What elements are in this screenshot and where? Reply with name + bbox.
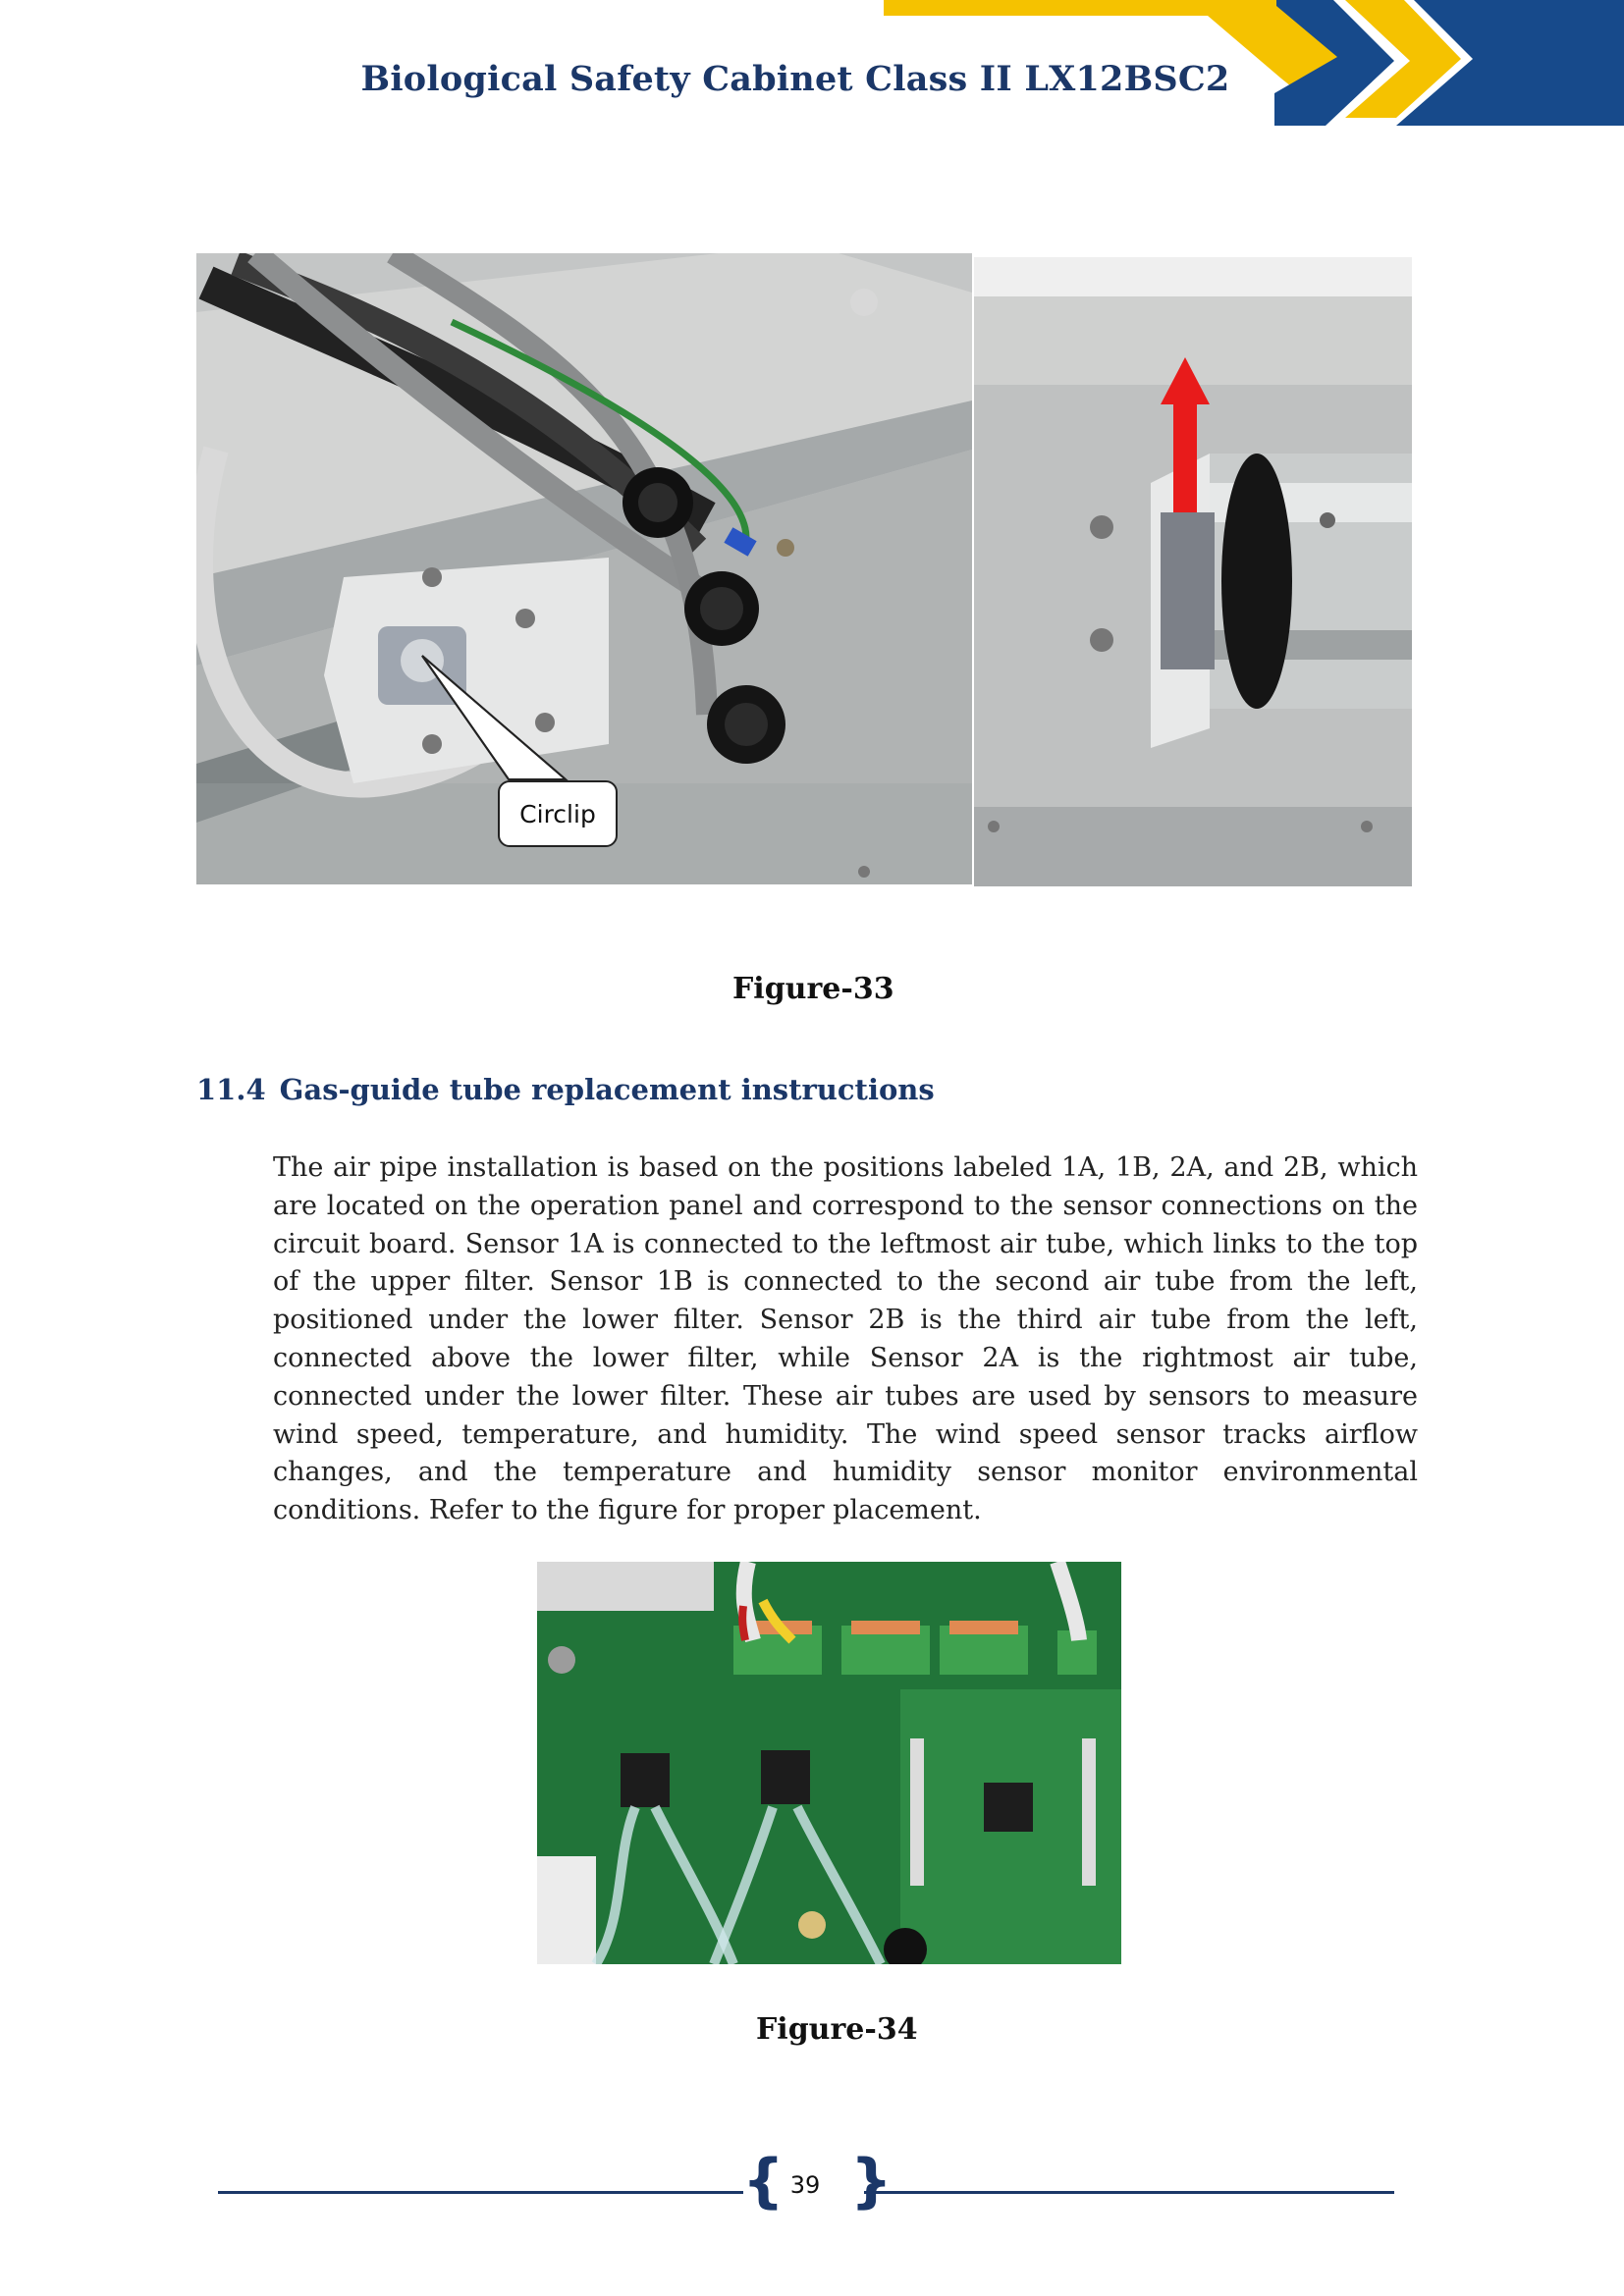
figure-33-caption: Figure-33 [732,972,894,1006]
document-title: Biological Safety Cabinet Class II LX12BSC2 [360,59,1230,99]
footer-rule-right [864,2191,1394,2194]
body-paragraph: The air pipe installation is based on the positions labeled 1A, 1B, 2A, and 2B, which are located on the operation panel and correspond to the sensor connections on the circuit board. Sensor 1A is connected to the leftmost air tube, which links to the top of the upper filter. Sensor 1B is connected to the second air tube from the left, positioned under the lower filter. Sensor 2B is the third air tube from the left, connected above the lower filter, while Sensor 2A is the rightmost air tube, connected under the lower filter. These air tubes are used by sensors to measure wind speed, temperature, and humidity. The wind speed sensor tracks airflow changes, and the temperature and humidity sensor monitor environmental conditions. Refer to the figure for proper placement. [273,1152,1418,1526]
figure-33-right-photo [974,257,1412,886]
circlip-callout: Circlip [498,780,618,847]
section-title: Gas-guide tube replacement instructions [279,1073,935,1106]
figure-34-caption: Figure-34 [756,2012,918,2047]
footer-right-brace: } [850,2147,893,2216]
section-number: 11.4 [196,1073,266,1106]
figure-34-photo [537,1562,1121,1964]
footer-rule-left [218,2191,743,2194]
footer-left-brace: { [742,2147,785,2216]
red-up-arrow [974,257,1412,886]
page-number: 39 [789,2171,821,2199]
section-heading [196,1073,935,1106]
